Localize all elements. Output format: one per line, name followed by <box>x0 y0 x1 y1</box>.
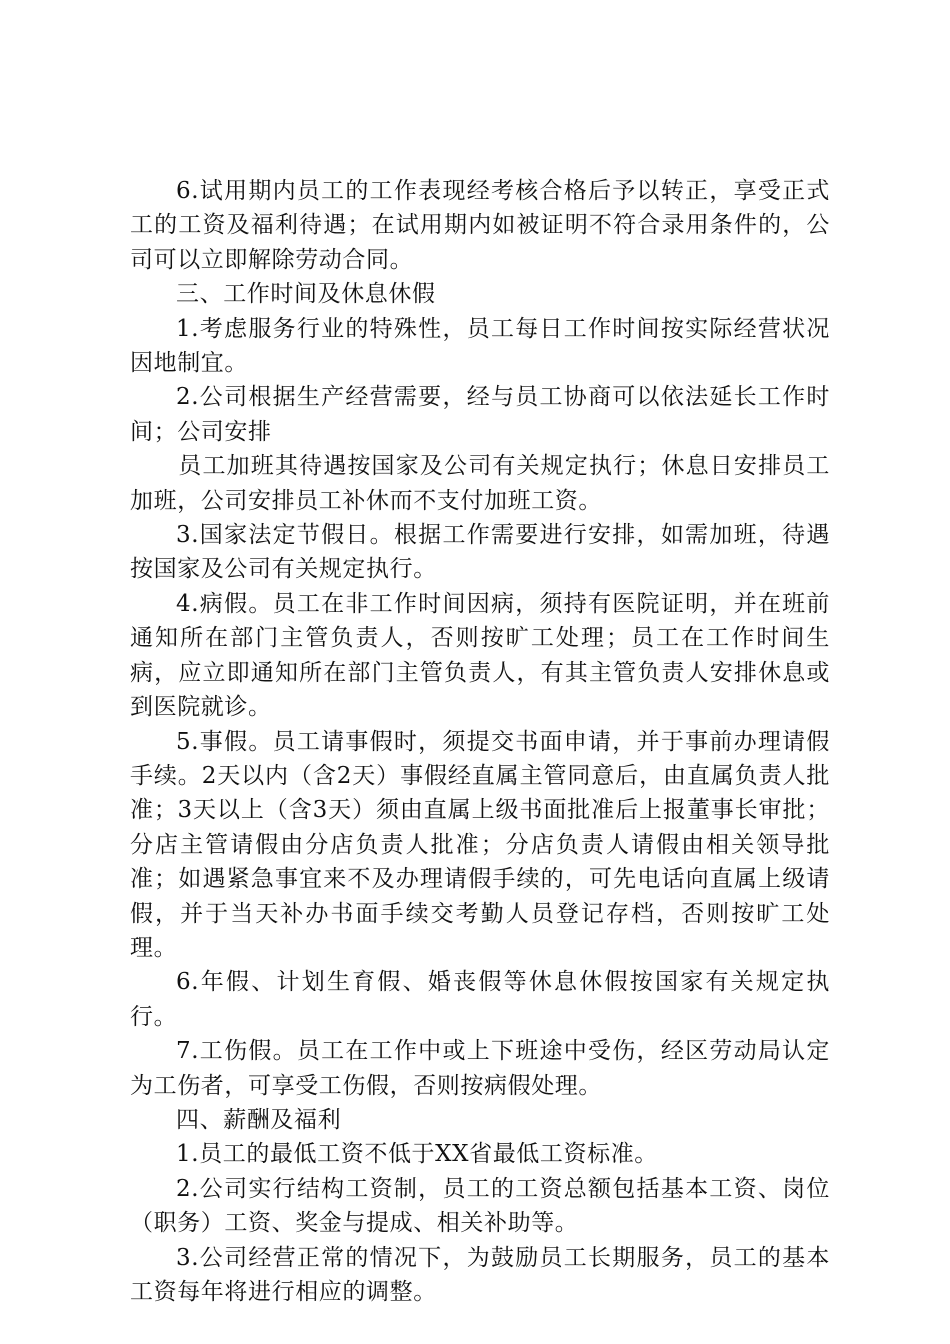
paragraph-statutory-holidays: 3.国家法定节假日。根据工作需要进行安排，如需加班，待遇按国家及公司有关规定执行。 <box>130 522 830 583</box>
paragraph-minimum-wage: 1.员工的最低工资不低于XX省最低工资标准。 <box>176 1141 658 1168</box>
section-heading-compensation: 四、薪酬及福利 <box>176 1106 342 1133</box>
paragraph-injury-leave: 7.工伤假。员工在工作中或上下班途中受伤，经区劳动局认定为工伤者，可享受工伤假，否则按病假处理。 <box>130 1038 830 1099</box>
paragraph-personal-leave: 5.事假。员工请事假时，须提交书面申请，并于事前办理请假手续。2天以内（含2天）事假经直属主管同意后，由直属负责人批准；3天以上（含3天）须由直属上级书面批准后上报董事长审批；分店主管请假由分店负责人批准；分店负责人请假由相关领导批准；如遇紧急事宜来不及办理请假手续的，可先电话向直属上级请假，并于当天补办书面手续交考勤人员登记存档，否则按旷工处理。 <box>130 728 830 961</box>
document-body <box>130 174 830 1309</box>
paragraph-probation-regularization: 6.试用期内员工的工作表现经考核合格后予以转正，享受正式工的工资及福利待遇；在试用期内如被证明不符合录用条件的，公司可以立即解除劳动合同。 <box>130 178 830 273</box>
paragraph-overtime-pay: 员工加班其待遇按国家及公司有关规定执行；休息日安排员工加班，公司安排员工补休而不支付加班工资。 <box>130 453 830 514</box>
paragraph-daily-hours: 1.考虑服务行业的特殊性，员工每日工作时间按实际经营状况因地制宜。 <box>130 315 830 377</box>
paragraph-annual-adjustment: 3.公司经营正常的情况下，为鼓励员工长期服务，员工的基本工资每年将进行相应的调整。 <box>130 1244 830 1305</box>
paragraph-overtime-extension: 2.公司根据生产经营需要，经与员工协商可以依法延长工作时间；公司安排 <box>130 384 830 445</box>
paragraph-wage-structure: 2.公司实行结构工资制，员工的工资总额包括基本工资、岗位（职务）工资、奖金与提成、相关补助等。 <box>130 1175 830 1237</box>
paragraph-sick-leave: 4.病假。员工在非工作时间因病，须持有医院证明，并在班前通知所在部门主管负责人，否则按旷工处理；员工在工作时间生病，应立即通知所在部门主管负责人，有其主管负责人安排休息或到医院就诊。 <box>130 590 830 721</box>
section-heading-working-hours: 三、工作时间及休息休假 <box>176 281 436 308</box>
paragraph-annual-leave: 6.年假、计划生育假、婚丧假等休息休假按国家有关规定执行。 <box>130 969 830 1030</box>
